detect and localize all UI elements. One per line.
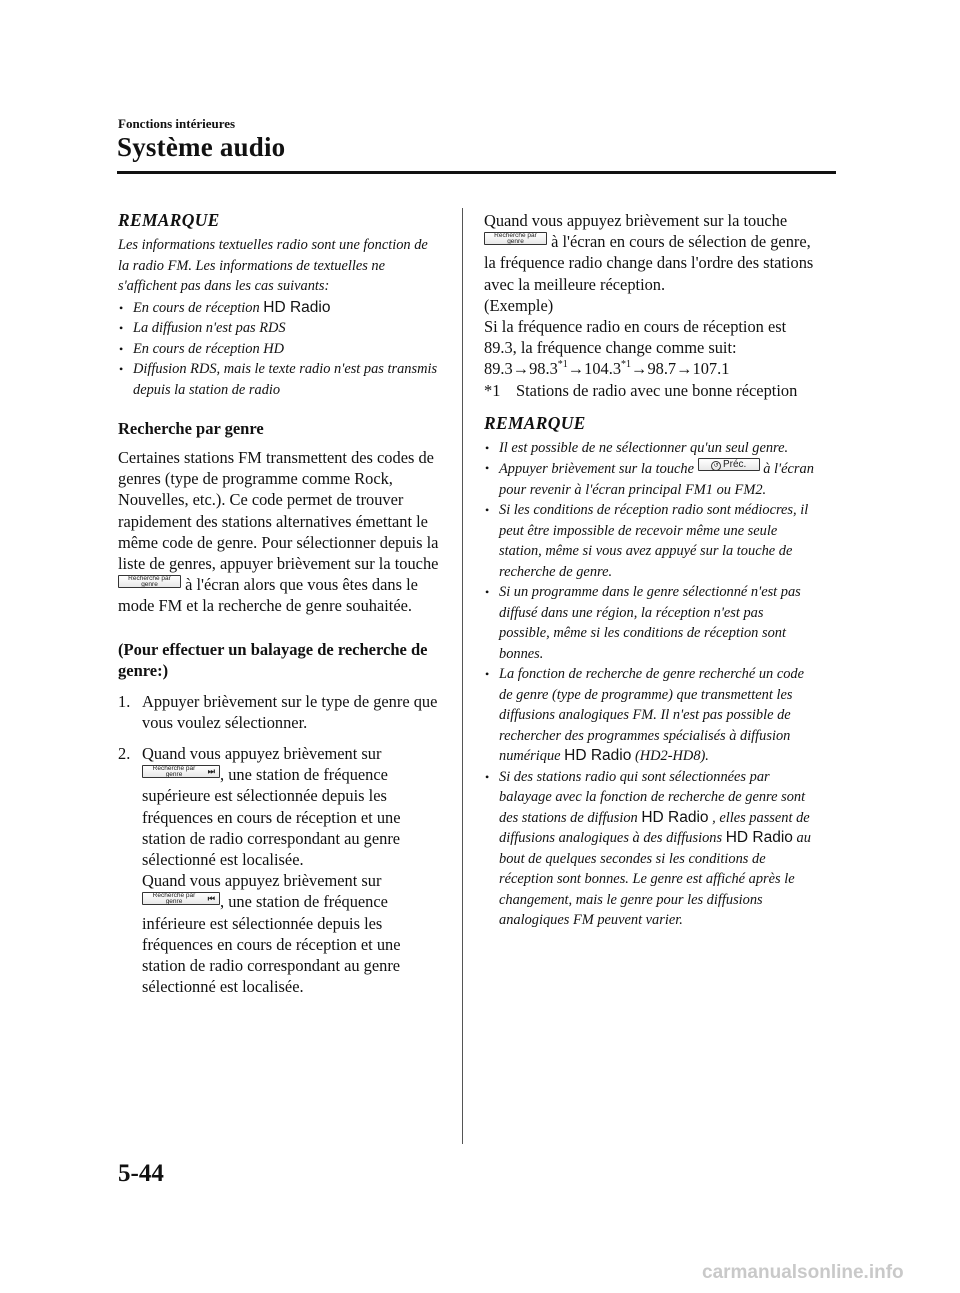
hd-radio-logo: HD Radio	[564, 747, 632, 765]
list-item: • Si les conditions de réception radio sont médiocres, il peut être impossible de recevoir même une seule station, même si vous avez appuyé sur la touche de recherche de genre.	[484, 500, 814, 582]
genre-search-next-button[interactable]: Recherche par genre ⏭	[142, 765, 220, 778]
genre-search-button[interactable]: Recherche par genre	[484, 232, 547, 245]
remarque-heading: REMARQUE	[484, 412, 586, 433]
example-label: (Exemple)	[484, 295, 554, 315]
genre-paragraph: Certaines stations FM transmettent des codes de genres (type de programme comme Rock, Nouvelles, etc.). Ce code permet de trouver rapidement des stations alternatives émettant le même code de genre. Pour sélectionner depuis la liste de genres, appuyer brièvement sur la touche Recherche par genre à l'écran alors que vous êtes dans le mode FM et la recherche de genre souhaitée.	[118, 448, 439, 616]
list-item: • Diffusion RDS, mais le texte radio n'est pas transmis depuis la station de radio	[118, 359, 440, 400]
hd-radio-logo: HD Radio	[725, 829, 793, 847]
left-column	[118, 210, 440, 997]
list-item: • Si des stations radio qui sont sélectionnées par balayage avec la fonction de recherche de genre sont des stations de diffusion HD Radio , elles passent de diffusions analogiques à des diffusions HD Radio au bout de quelques secondes si les conditions de réception sont bonnes. Le genre est affiché après le changement, mais le genre pour les diffusions analogiques FM peuvent varier.	[484, 767, 814, 931]
list-item: • En cours de réception HD Radio	[118, 298, 440, 319]
list-item: • La diffusion n'est pas RDS	[118, 318, 440, 339]
right-column	[484, 210, 814, 931]
remarque-text: Les informations textuelles radio sont une fonction de la radio FM. Les informations de textuelles ne s'affichent pas dans les cas suivants:	[118, 237, 428, 294]
remarque-list	[484, 438, 814, 931]
hd-radio-logo: HD Radio	[263, 298, 331, 316]
remarque-list	[118, 298, 440, 401]
column-divider	[462, 208, 463, 1144]
genre-heading: Recherche par genre	[118, 419, 264, 438]
footnote: *1 Stations de radio avec une bonne réception	[484, 380, 798, 400]
list-item: • Si un programme dans le genre sélectionné n'est pas diffusé dans une région, la réception n'est pas possible, même si les conditions de réception sont bonnes.	[484, 582, 814, 664]
step-1: 1. Appuyer brièvement sur le type de genre que vous voulez sélectionner.	[118, 691, 438, 732]
remarque-heading: REMARQUE	[118, 210, 220, 230]
back-icon: ↺	[711, 461, 721, 471]
title-rule	[117, 171, 836, 174]
page-number: 5-44	[118, 1160, 164, 1187]
genre-selection-paragraph: Quand vous appuyez brièvement sur la touche Recherche par genre à l'écran en cours de sélection de genre, la fréquence radio change dans l'ordre des stations avec la meilleure réception.	[484, 211, 814, 294]
hd-radio-logo: HD Radio	[641, 808, 709, 826]
skip-back-icon: ⏮	[207, 894, 215, 904]
list-item: • Appuyer brièvement sur la touche ↺ Préc. à l'écran pour revenir à l'écran principal FM1 ou FM2.	[484, 458, 814, 500]
watermark[interactable]: carmanualsonline.info	[702, 1262, 904, 1283]
prec-button[interactable]: ↺ Préc.	[698, 458, 760, 471]
page-title: Système audio	[117, 132, 286, 162]
frequency-sequence: $89.3\to 98.3^{*1}\to 104.3^{*1}\to 98.7\to 107.1$	[484, 359, 730, 379]
list-item: • En cours de réception HD	[118, 339, 440, 360]
skip-forward-icon: ⏭	[207, 767, 215, 777]
list-item: • Il est possible de ne sélectionner qu'un seul genre.	[484, 438, 814, 459]
scan-heading: (Pour effectuer un balayage de recherche de genre:)	[118, 639, 428, 680]
genre-search-prev-button[interactable]: Recherche par genre ⏮	[142, 892, 220, 905]
list-item: • La fonction de recherche de genre recherché un code de genre (type de programme) que transmettent les diffusions analogiques FM. Il n'est pas possible de rechercher des programmes spécialisés à diffusion numérique HD Radio (HD2-HD8).	[484, 664, 814, 767]
example-paragraph: Si la fréquence radio en cours de réception est 89.3, la fréquence change comme suit:	[484, 317, 787, 358]
genre-search-button[interactable]: Recherche par genre	[118, 575, 181, 588]
step-2: 2. Quand vous appuyez brièvement sur Recherche par genre ⏭ , une station de fréquence supérieure est sélectionnée depuis les fréquences en cours de réception et une station de radio correspondant au genre sélectionné est localisée. Quand vous appuyez brièvement sur Recherche par genre ⏮ , une station de fréquence inférieure est sélectionnée depuis les fréquences en cours de réception et une station de radio correspondant au genre sélectionné est localisée.	[118, 744, 401, 997]
section-kicker: Fonctions intérieures	[118, 116, 236, 131]
